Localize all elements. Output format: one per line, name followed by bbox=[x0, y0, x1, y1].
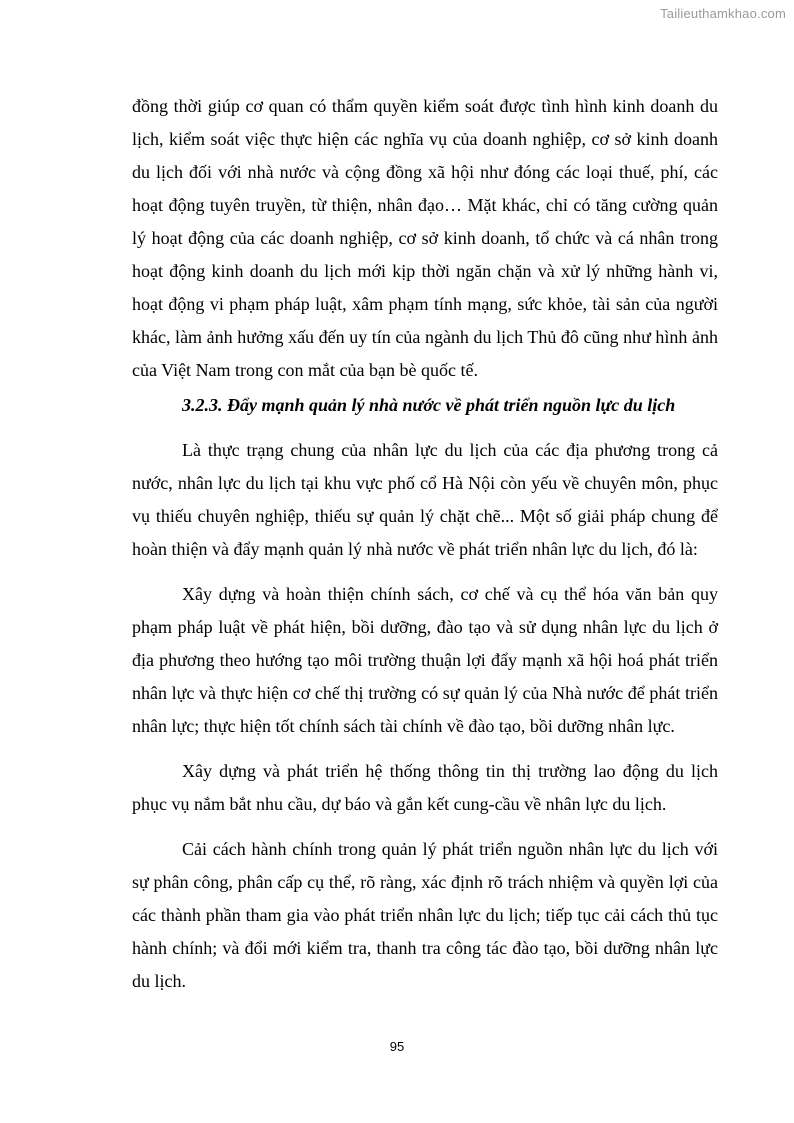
paragraph-policy: Xây dựng và hoàn thiện chính sách, cơ chế và cụ thể hóa văn bản quy phạm pháp luật về phát hiện, bồi dưỡng, đào tạo và sử dụng nhân lực du lịch ở địa phương theo hướng tạo môi trường thuận lợi đẩy mạnh xã hội hoá phát triển nhân lực và thực hiện cơ chế thị trường có sự quản lý của Nhà nước để phát triển nhân lực; thực hiện tốt chính sách tài chính về đào tạo, bồi dưỡng nhân lực. bbox=[132, 584, 718, 736]
paragraph-situation: Là thực trạng chung của nhân lực du lịch của các địa phương trong cả nước, nhân lực du lịch tại khu vực phố cổ Hà Nội còn yếu về chuyên môn, phục vụ thiếu chuyên nghiệp, thiếu sự quản lý chặt chẽ... Một số giải pháp chung để hoàn thiện và đẩy mạnh quản lý nhà nước về phát triển nhân lực du lịch, đó là: bbox=[132, 440, 718, 559]
paragraph-administrative-reform: Cải cách hành chính trong quản lý phát triển nguồn nhân lực du lịch với sự phân công, phân cấp cụ thể, rõ ràng, xác định rõ trách nhiệm và quyền lợi của các thành phần tham gia vào phát triển nhân lực du lịch; tiếp tục cải cách thủ tục hành chính; và đổi mới kiểm tra, thanh tra công tác đào tạo, bồi dưỡng nhân lực du lịch. bbox=[132, 839, 718, 991]
page-number: 95 bbox=[389, 1039, 405, 1054]
paragraph-information-system: Xây dựng và phát triển hệ thống thông tin thị trường lao động du lịch phục vụ nắm bắt nhu cầu, dự báo và gắn kết cung-cầu về nhân lực du lịch. bbox=[132, 761, 718, 814]
paragraph-continuation: đồng thời giúp cơ quan có thẩm quyền kiểm soát được tình hình kinh doanh du lịch, kiểm soát việc thực hiện các nghĩa vụ của doanh nghiệp, cơ sở kinh doanh du lịch đối với nhà nước và cộng đồng xã hội như đóng các loại thuế, phí, các hoạt động tuyên truyền, từ thiện, nhân đạo… Mặt khác, chỉ có tăng cường quản lý hoạt động của các doanh nghiệp, cơ sở kinh doanh, tổ chức và cá nhân trong hoạt động kinh doanh du lịch mới kịp thời ngăn chặn và xử lý những hành vi, hoạt động vi phạm pháp luật, xâm phạm tính mạng, sức khỏe, tài sản của người khác, làm ảnh hưởng xấu đến uy tín của ngành du lịch Thủ đô cũng như hình ảnh của Việt Nam trong con mắt của bạn bè quốc tế. bbox=[132, 96, 718, 380]
document-body bbox=[132, 90, 718, 998]
watermark: Tailieuthamkhao.com bbox=[660, 6, 786, 21]
section-heading: 3.2.3. Đẩy mạnh quản lý nhà nước về phát triển nguồn lực du lịch bbox=[182, 395, 676, 415]
